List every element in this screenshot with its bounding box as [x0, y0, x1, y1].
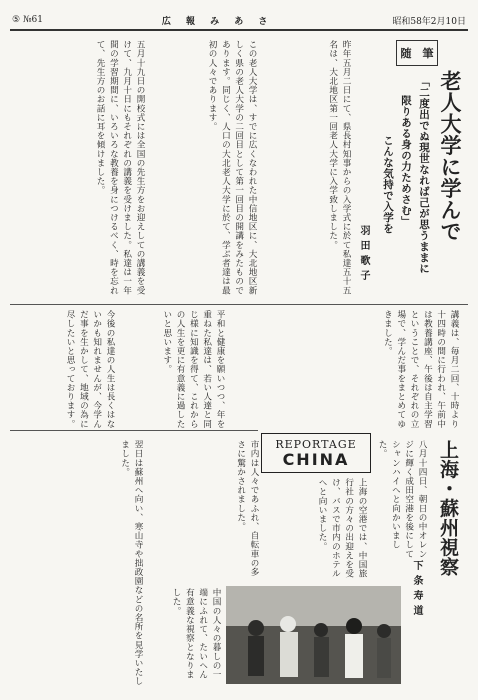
essay-column-2: この老人大学は、すでに広くなわれた中信地区に、大北地区新しく県の老人大学の二回目として第一回目の開講をみたものであります。同じく、人口の大北老人大学に於て、学ぶ者達は最初の人々であります。	[207, 40, 257, 295]
section-divider	[10, 430, 258, 431]
report-column-5: 中国の人々の暮しの一端にふれて、たいへん有意義な視察となりました。	[171, 588, 221, 679]
essay-title: 老人大学に学んで	[438, 70, 462, 242]
essay-author: 羽田歌子	[358, 225, 369, 285]
country-label: CHINA	[282, 449, 350, 469]
essay-subtitle-1: 「二度出でぬ現世なれば己が思うままに	[418, 76, 430, 274]
essay-column-6: 今後の私達の人生は長くはないかも知れませんが、今学んだ事を生かして、地域の為に尽したいと思っております。	[65, 310, 115, 429]
essay-column-4: 講義は、毎月二回、十時より十四時の間に行われ、午前中は教養講座、午後は自主学習ということで、それぞれの立場で、学んだ事をまとめてゆきました。	[382, 310, 459, 429]
report-column-4: 翌日は蘇州へ向い、寒山寺や拙政園などの名所を見学いたしました。	[119, 440, 143, 686]
essay-label-box: 随 筆	[396, 40, 438, 66]
reportage-label: REPORTAGE	[275, 437, 357, 451]
essay-column-1: 昨年五月二日にて、県長村知事からの入学式に於て私達五十五名は、大北地区第一回老人大学に入学致しました。	[327, 40, 351, 295]
report-column-2: 上海の空港では、中国旅行社の方々の出迎えを受け、バスで市内のホテルへと向いました。	[317, 478, 367, 579]
report-author: 下条寿道	[411, 560, 422, 620]
reportage-box	[261, 433, 371, 473]
report-column-3: 市内は人々であふれ、自転車の多さに驚かされました。	[235, 440, 259, 577]
report-column-1: 八月十四日、朝日の中オレンジに輝く成田空港を後にしてシャンハイへと向かいました。	[377, 440, 427, 559]
essay-column-5: 平和と健康を願いつつ、年を重ねた私達は、若い人達と同じ様に知識を得て、これからの人生を更に有意義に過したいと思います。	[161, 310, 225, 429]
issue-date: 昭和58年2月10日	[392, 16, 466, 27]
header-rule	[10, 29, 468, 31]
essay-subtitle-2: 限りある身の力ためさむ」	[400, 95, 412, 227]
essay-section-rule	[10, 304, 468, 305]
report-title: 上海・蘇州視察	[437, 440, 459, 577]
essay-column-3: 五月十九日の開校式には全国の先生方をお迎えしての講義を受けて、九月十日にもそれぞれの講義を受けました。私達は一年間の学習期間に、いろいろな教養を身につけるべく、時を忘れて、先生方のお話に耳を傾けました。	[95, 40, 145, 295]
newsletter-title: 広 報 み あ さ	[161, 16, 274, 27]
page-number: ⑤ №61	[12, 15, 43, 25]
essay-subtitle-3: こんな気持で入学を	[382, 135, 394, 234]
photo-illustration	[226, 586, 401, 684]
report-photo	[226, 586, 401, 684]
page-header	[12, 12, 466, 28]
